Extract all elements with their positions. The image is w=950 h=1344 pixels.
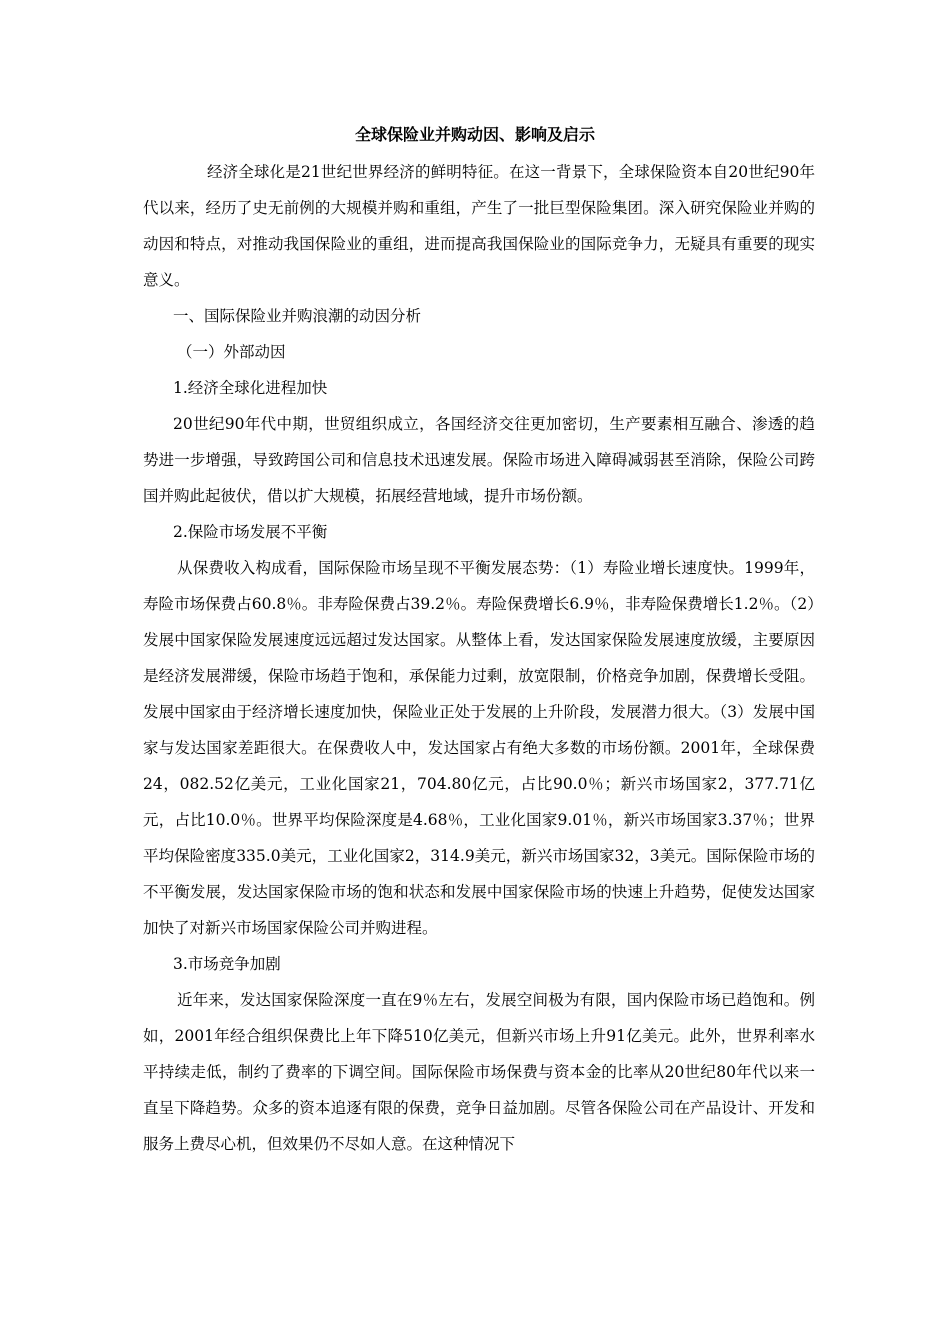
document-body	[143, 154, 815, 1162]
subsection-heading-external: （一）外部动因	[177, 343, 286, 361]
point-heading-3: 3.市场竞争加剧	[173, 955, 281, 973]
body-paragraph-1: 20世纪90年代中期，世贸组织成立，各国经济交往更加密切，生产要素相互融合、渗透的趋势进一步增强，导致跨国公司和信息技术迅速发展。保险市场进入障碍减弱甚至消除，保险公司跨国并购此起彼伏，借以扩大规模，拓展经营地域，提升市场份额。	[143, 415, 815, 505]
document-title: 全球保险业并购动因、影响及启示	[354, 125, 595, 144]
point-heading-2: 2.保险市场发展不平衡	[173, 523, 328, 541]
section-heading-1: 一、国际保险业并购浪潮的动因分析	[173, 307, 422, 325]
body-paragraph-3: 近年来，发达国家保险深度一直在9％左右，发展空间极为有限，国内保险市场已趋饱和。例如，2001年经合组织保费比上年下降510亿美元，但新兴市场上升91亿美元。此外，世界利率水平持续走低，制约了费率的下调空间。国际保险市场保费与资本金的比率从20世纪80年代以来一直呈下降趋势。众多的资本追逐有限的保费，竞争日益加剧。尽管各保险公司在产品设计、开发和服务上费尽心机，但效果仍不尽如人意。在这种情况下	[143, 991, 815, 1153]
intro-paragraph: 经济全球化是21世纪世界经济的鲜明特征。在这一背景下，全球保险资本自20世纪90年代以来，经历了史无前例的大规模并购和重组，产生了一批巨型保险集团。深入研究保险业并购的动因和特点，对推动我国保险业的重组，进而提高我国保险业的国际竞争力，无疑具有重要的现实意义。	[143, 163, 815, 289]
point-heading-1: 1.经济全球化进程加快	[173, 379, 328, 397]
body-paragraph-2: 从保费收入构成看，国际保险市场呈现不平衡发展态势：（1）寿险业增长速度快。1999年，寿险市场保费占60.8％。非寿险保费占39.2％。寿险保费增长6.9％，非寿险保费增长1.2％。（2）发展中国家保险发展速度远远超过发达国家。从整体上看，发达国家保险发展速度放缓，主要原因是经济发展滞缓，保险市场趋于饱和，承保能力过剩，放宽限制，价格竞争加剧，保费增长受阻。发展中国家由于经济增长速度加快，保险业正处于发展的上升阶段，发展潜力很大。（3）发展中国家与发达国家差距很大。在保费收人中，发达国家占有绝大多数的市场份额。2001年，全球保费24，082.52亿美元，工业化国家21，704.80亿元，占比90.0％；新兴市场国家2，377.71亿元，占比10.0％。世界平均保险深度是4.68％，工业化国家9.01％，新兴市场国家3.37％；世界平均保险密度335.0美元，工业化国家2，314.9美元，新兴市场国家32，3美元。国际保险市场的不平衡发展，发达国家保险市场的饱和状态和发展中国家保险市场的快速上升趋势，促使发达国家加快了对新兴市场国家保险公司并购进程。	[143, 559, 815, 937]
